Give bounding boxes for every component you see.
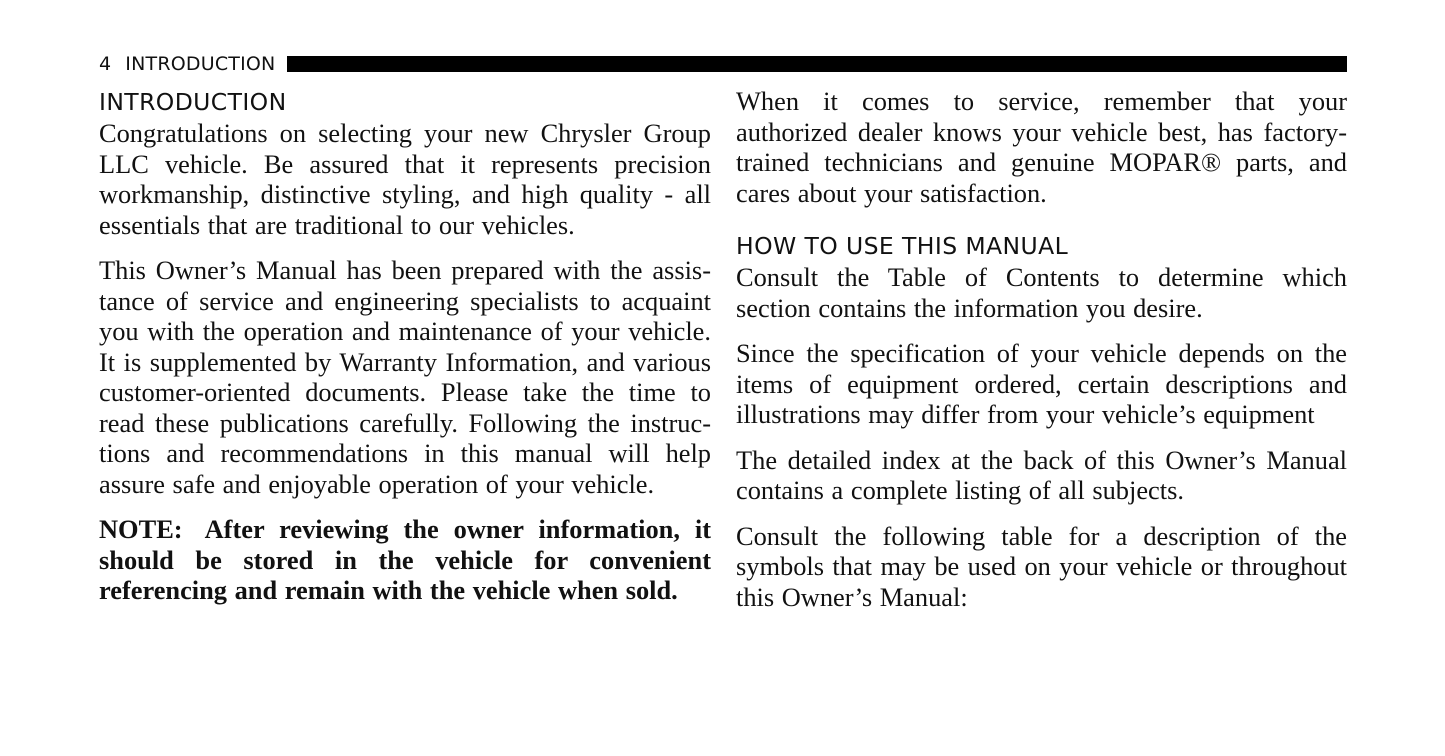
specification-paragraph: Since the specification of your vehicle depends on the items of equipment ordered, certain descriptions and illustrations may differ from your vehicle’s equipment	[736, 338, 1347, 429]
left-column	[99, 86, 711, 606]
introduction-heading: INTRODUCTION	[99, 88, 287, 116]
how-to-use-heading: HOW TO USE THIS MANUAL	[736, 232, 1069, 260]
page-number: 4	[99, 53, 112, 75]
note-label: NOTE:	[99, 514, 183, 544]
running-section-title: INTRODUCTION	[125, 53, 276, 75]
index-paragraph: The detailed index at the back of this Owner’s Manual contains a complete listing of all subjects.	[736, 444, 1347, 505]
right-column	[736, 86, 1347, 627]
page-header	[99, 50, 1347, 78]
table-of-contents-paragraph: Consult the Table of Contents to determine which section contains the information you desire.	[736, 262, 1347, 323]
symbols-paragraph: Consult the following table for a description of the symbols that may be used on your vehicle or throughout this Owner’s Manual:	[736, 520, 1347, 612]
note-text: After reviewing the owner information, it should be stored in the vehicle for convenient referencing and remain with the vehicle when sold.	[99, 514, 711, 605]
note-paragraph	[99, 514, 711, 606]
service-paragraph: When it comes to service, remember that your authorized dealer knows your vehicle best, has factory-trained technicians and genuine MOPAR® parts, and cares about your satisfaction.	[736, 86, 1347, 208]
congratulations-paragraph: Congratulations on selecting your new Chrysler Group LLC vehicle. Be assured that it represents precision workmanship, distinctive styling, and high quality - all essentials that are traditional to our vehicles.	[99, 118, 711, 240]
header-rule	[287, 56, 1347, 72]
owners-manual-paragraph: This Owner’s Manual has been prepared with the assistance of service and engineering specialists to acquaint you with the operation and maintenance of your vehicle. It is supplemented by Warranty Information, and various customer-oriented documents. Please take the time to read these publications carefully. Following the instructions and recommendations in this manual will help assure safe and enjoyable operation of your vehicle.	[99, 255, 711, 499]
